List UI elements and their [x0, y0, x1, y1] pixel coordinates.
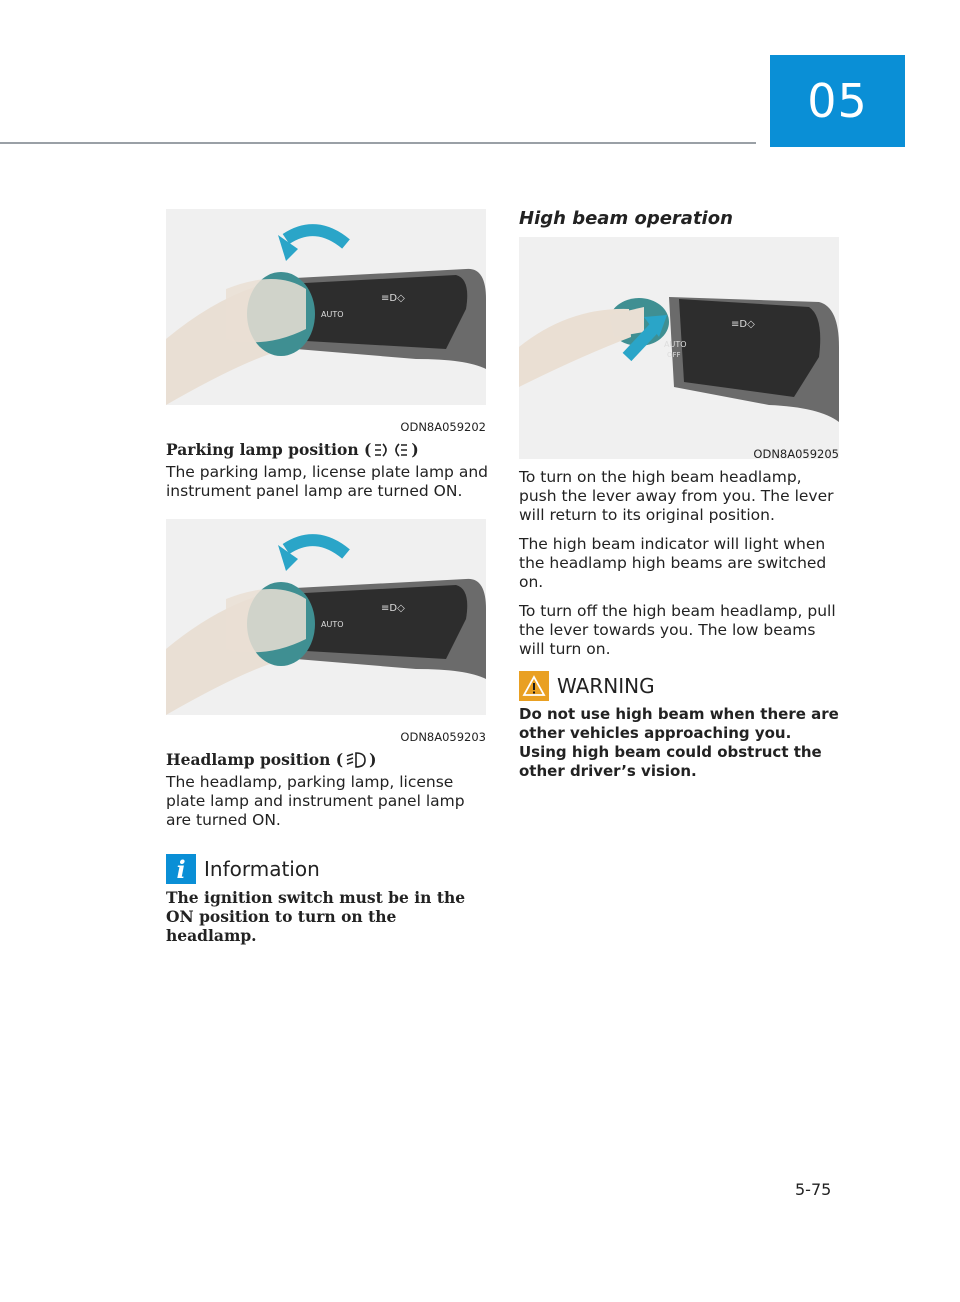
figure-parking-lamp-switch — [166, 209, 486, 405]
high-beam-paragraph-3: To turn off the high beam headlamp, pull the lever towards you. The low beams will turn on. — [519, 602, 836, 658]
svg-text:≡D◇: ≡D◇ — [731, 319, 755, 330]
headlamp-heading-text: Headlamp position ( — [166, 750, 344, 769]
information-body: The ignition switch must be in the ON position to turn on the headlamp. — [166, 888, 466, 945]
headlamp-heading — [166, 750, 376, 769]
svg-text:OFF: OFF — [667, 351, 681, 359]
headlamp-heading-end: ) — [369, 750, 377, 769]
information-title: Information — [204, 857, 320, 881]
headlamp-body: The headlamp, parking lamp, license plate lamp and instrument panel lamp are turned ON. — [166, 773, 465, 829]
svg-text:AUTO: AUTO — [321, 620, 344, 629]
parking-lamp-body: The parking lamp, license plate lamp and instrument panel lamp are turned ON. — [166, 463, 488, 500]
headlamp-icon — [345, 751, 367, 769]
parking-lamp-heading — [166, 440, 419, 459]
parking-lamp-heading-end: ) — [411, 440, 419, 459]
high-beam-title: High beam operation — [519, 208, 733, 229]
figure-code-3: ODN8A059205 — [753, 447, 839, 461]
figure-code-1: ODN8A059202 — [400, 420, 486, 434]
svg-text:≡D◇: ≡D◇ — [381, 603, 405, 614]
chapter-tab — [770, 55, 905, 147]
high-beam-paragraph-1: To turn on the high beam headlamp, push the lever away from you. The lever will return to its original position. — [519, 468, 834, 524]
chapter-number: 05 — [807, 74, 868, 128]
info-icon: i — [166, 854, 196, 884]
parking-lamp-heading-text: Parking lamp position ( — [166, 440, 372, 459]
parking-lamp-description — [166, 463, 488, 511]
warning-icon — [519, 671, 549, 701]
svg-text:≡D◇: ≡D◇ — [381, 293, 405, 304]
headlamp-description — [166, 773, 488, 840]
figure-high-beam-switch — [519, 237, 839, 459]
warning-body: Do not use high beam when there are other vehicles approaching you. Using high beam could obstruct the other driver’s vision. — [519, 705, 839, 780]
lever-illustration-2 — [166, 519, 486, 715]
information-heading — [166, 854, 320, 884]
warning-title: WARNING — [557, 674, 655, 698]
lever-illustration — [166, 209, 486, 405]
parking-lamp-icon — [373, 441, 409, 459]
high-beam-paragraph-2: The high beam indicator will light when the headlamp high beams are switched on. — [519, 535, 827, 591]
high-beam-description — [519, 468, 841, 669]
figure-headlamp-switch — [166, 519, 486, 715]
svg-text:AUTO: AUTO — [664, 340, 687, 349]
svg-text:AUTO: AUTO — [321, 310, 344, 319]
figure-code-2: ODN8A059203 — [400, 730, 486, 744]
warning-heading — [519, 671, 655, 701]
header-rule — [0, 142, 756, 144]
page-number: 5-75 — [795, 1180, 832, 1199]
high-beam-lever-illustration — [519, 237, 839, 459]
